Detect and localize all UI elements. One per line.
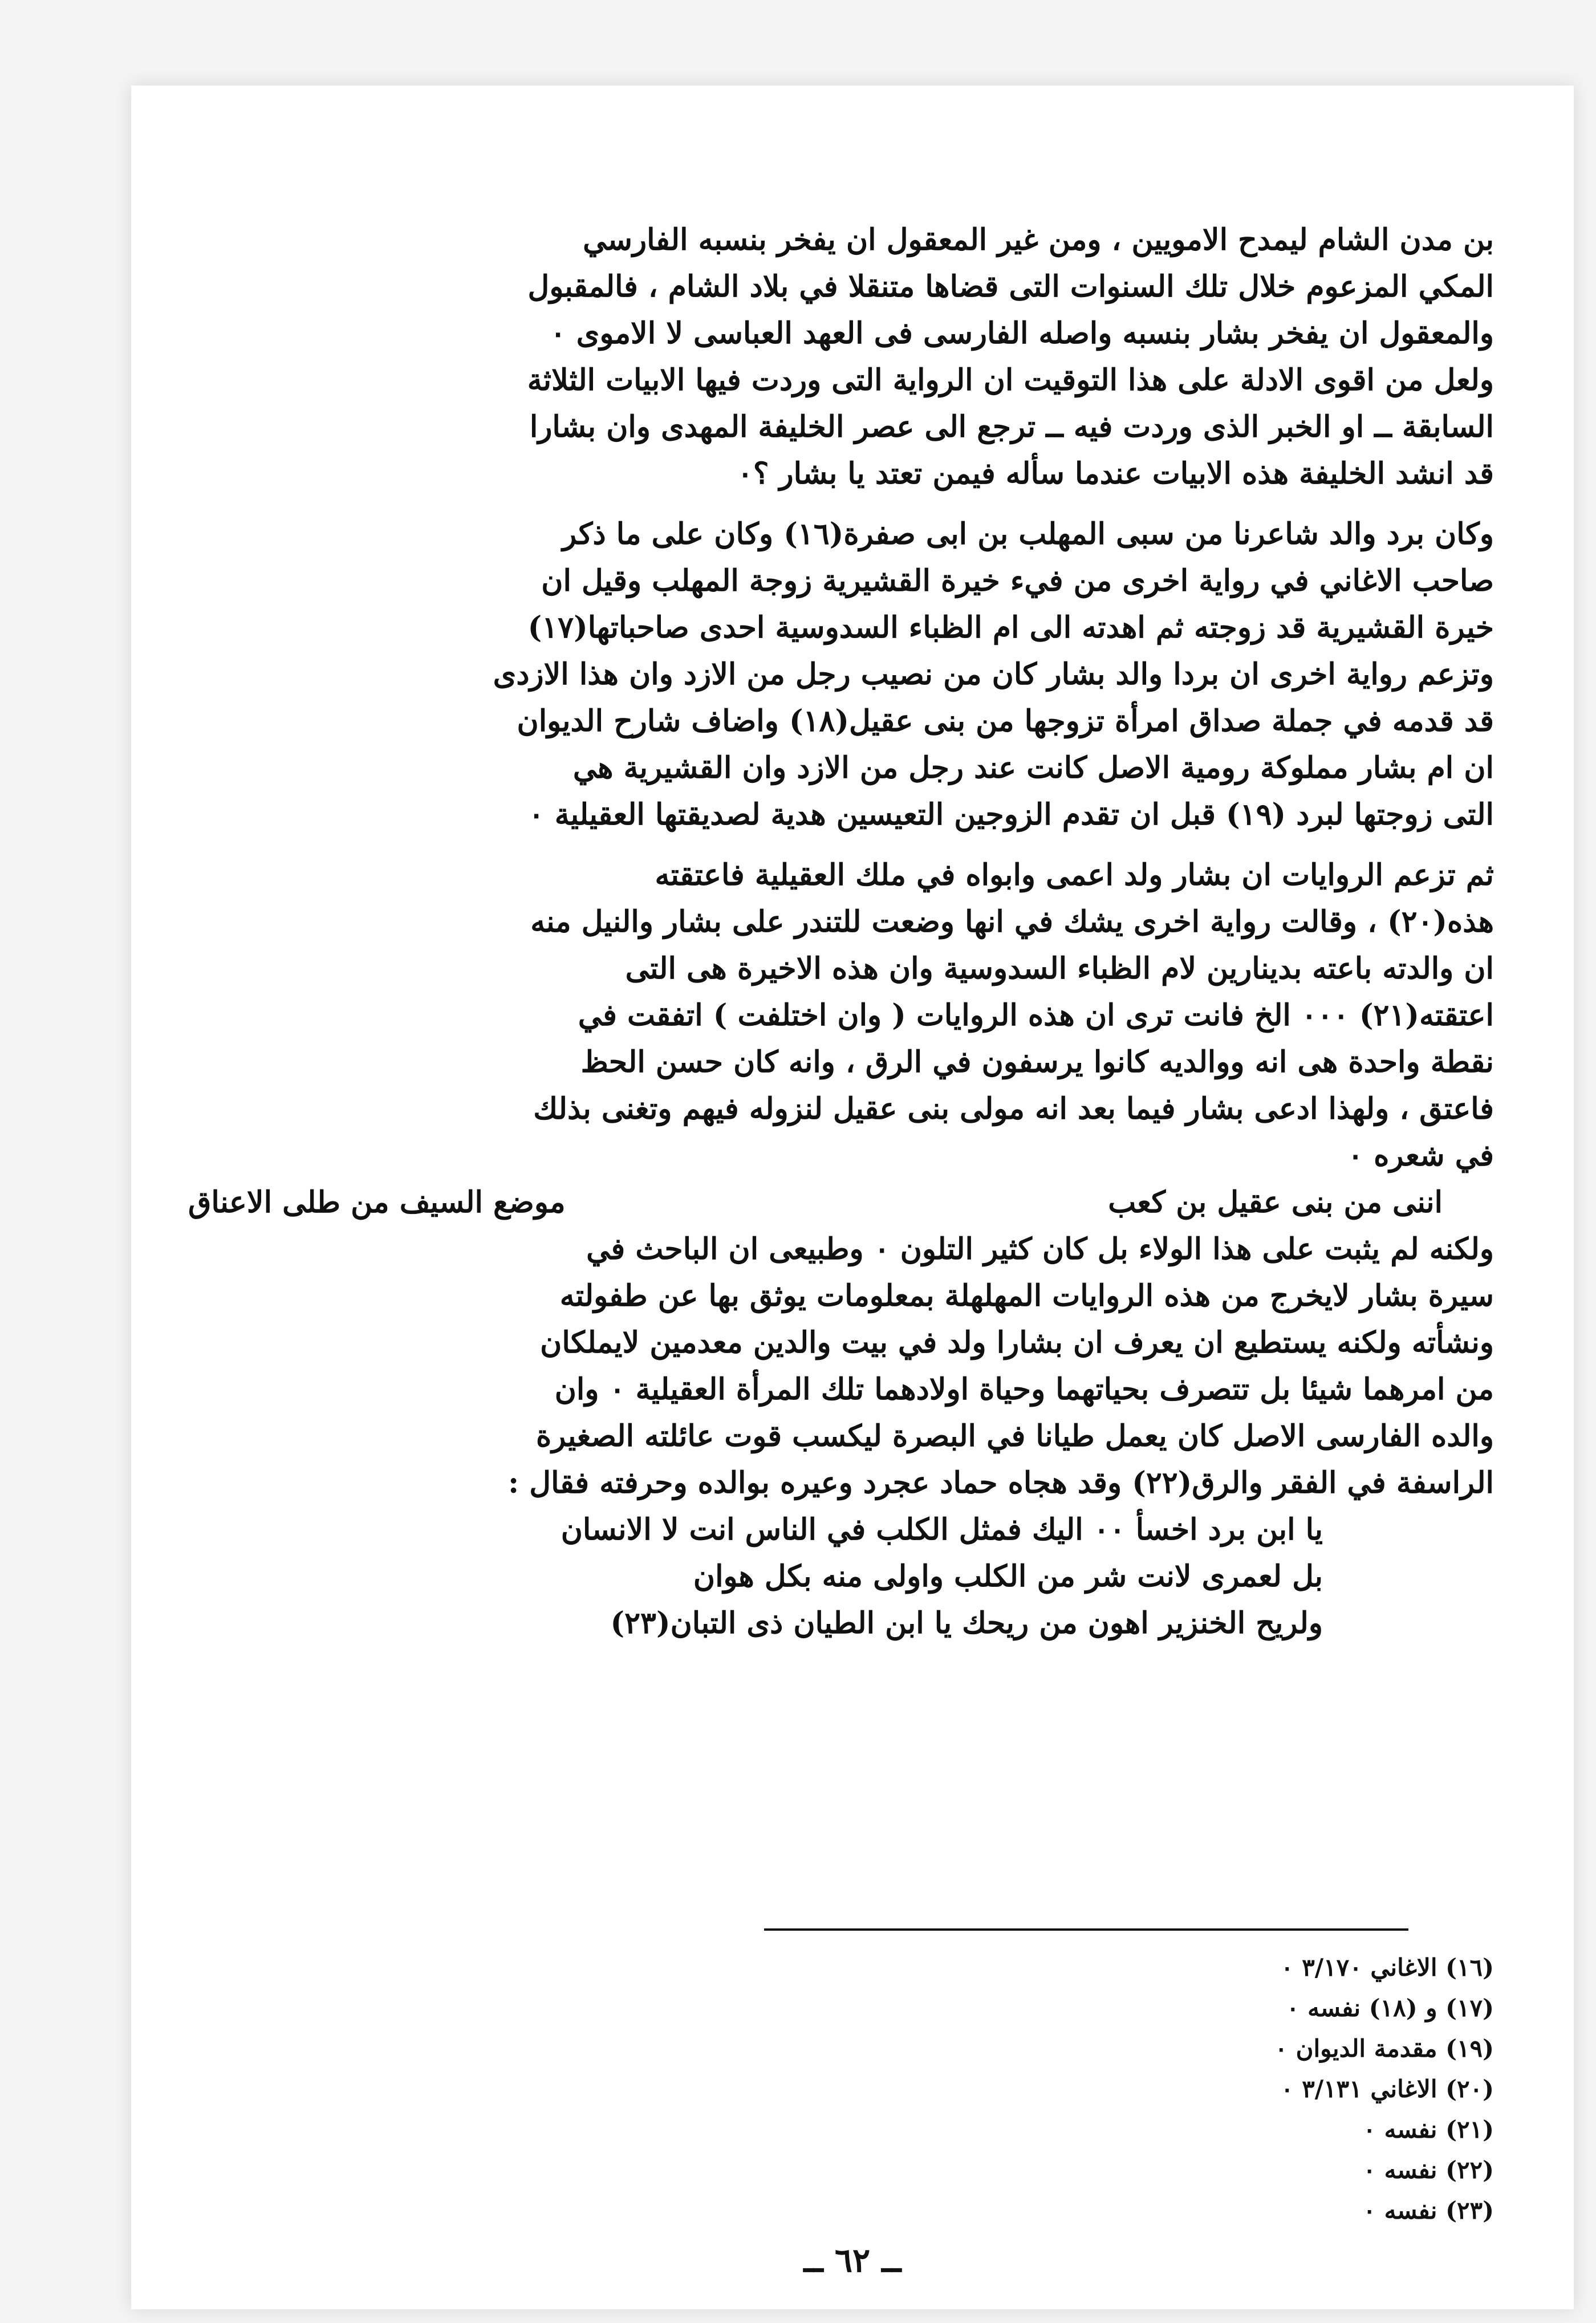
text-line: السابقة ــ او الخبر الذى وردت فيه ــ ترجع الى عصر الخليفة المهدى وان بشارا — [529, 409, 1494, 444]
text-line: المكي المزعوم خلال تلك السنوات التى قضاها متنقلا في بلاد الشام ، فالمقبول — [527, 269, 1494, 304]
text-line: قد انشد الخليفة هذه الابيات عندما سأله فيمن تعتد يا بشار ؟٠ — [737, 456, 1494, 491]
text-line: في شعره ٠ — [1347, 1138, 1494, 1173]
footnotes — [815, 1947, 1494, 2231]
text-line: هذه(٢٠) ، وقالت رواية اخرى يشك في انها وضعت للتندر على بشار والنيل منه — [530, 904, 1494, 939]
poem-line: ولريح الخنزير اهون من ريحك يا ابن الطيان ذى التبان(٢٣) — [610, 1606, 1323, 1640]
verse-first-hemistich: اننى من بنى عقيل بن كعب — [1108, 1185, 1443, 1220]
poem-line: يا ابن برد اخسأ ٠٠ اليك فمثل الكلب في الناس انت لا الانسان — [561, 1512, 1323, 1547]
text-line: وتزعم رواية اخرى ان بردا والد بشار كان من نصيب رجل من الازد وان هذا الازدى — [493, 657, 1494, 692]
text-line: التى زوجتها لبرد (١٩) قبل ان تقدم الزوجين التعيسين هدية لصديقتها العقيلية ٠ — [528, 797, 1494, 832]
text-line: ونشأته ولكنه يستطيع ان يعرف ان بشارا ولد في بيت والدين معدمين لايملكان — [540, 1325, 1494, 1360]
text-line: وكان برد والد شاعرنا من سبى المهلب بن ابى صفرة(١٦) وكان على ما ذكر — [562, 517, 1494, 551]
footnote: (٢١) نفسه ٠ — [1363, 2115, 1494, 2143]
text-line: ولعل من اقوى الادلة على هذا التوقيت ان الرواية التى وردت فيها الابيات الثلاثة — [527, 363, 1494, 397]
body-text — [188, 217, 1494, 1647]
footnote: (٢٠) الاغاني ٣/١٣١ ٠ — [1281, 2075, 1494, 2103]
text-line: فاعتق ، ولهذا ادعى بشار فيما بعد انه مولى بنى عقيل لنزوله فيهم وتغنى بذلك — [533, 1091, 1494, 1126]
footnote: (٢٣) نفسه ٠ — [1363, 2196, 1494, 2224]
text-line: اعتقته(٢١) ٠٠٠ الخ فانت ترى ان هذه الروايات ( وان اختلفت ) اتفقت في — [578, 998, 1494, 1033]
footnote: (٢٢) نفسه ٠ — [1363, 2156, 1494, 2184]
footnote: (١٩) مقدمة الديوان ٠ — [1274, 2034, 1494, 2062]
text-line: صاحب الاغاني في رواية اخرى من فيء خيرة القشيرية زوجة المهلب وقيل ان — [541, 563, 1494, 598]
text-line: ان والدته باعته بدينارين لام الظباء السدوسية وان هذه الاخيرة هى التى — [625, 951, 1494, 986]
verse-second-hemistich: موضع السيف من طلى الاعناق — [188, 1185, 566, 1220]
text-line: نقطة واحدة هى انه ووالديه كانوا يرسفون في الرق ، وانه كان حسن الحظ — [580, 1045, 1494, 1079]
text-line: ثم تزعم الروايات ان بشار ولد اعمى وابواه في ملك العقيلية فاعتقته — [655, 858, 1494, 892]
text-line: من امرهما شيئا بل تتصرف بحياتهما وحياة اولادهما تلك المرأة العقيلية ٠ وان — [554, 1372, 1494, 1407]
text-line: قد قدمه في جملة صداق امرأة تزوجها من بنى عقيل(١٨) واضاف شارح الديوان — [517, 704, 1494, 738]
text-line: بن مدن الشام ليمدح الامويين ، ومن غير المعقول ان يفخر بنسبه الفارسي — [583, 222, 1494, 257]
text-line: ولكنه لم يثبت على هذا الولاء بل كان كثير التلون ٠ وطبيعى ان الباحث في — [586, 1232, 1494, 1266]
verse-couplet — [188, 1179, 1494, 1226]
footnote: (١٦) الاغاني ٣/١٧٠ ٠ — [1281, 1954, 1494, 1981]
text-line: والده الفارسى الاصل كان يعمل طيانا في البصرة ليكسب قوت عائلته الصغيرة — [535, 1419, 1494, 1453]
footnote: (١٧) و (١٨) نفسه ٠ — [1286, 1994, 1494, 2022]
text-line: سيرة بشار لايخرج من هذه الروايات المهلهلة بمعلومات يوثق بها عن طفولته — [559, 1278, 1494, 1313]
text-line: والمعقول ان يفخر بشار بنسبه واصله الفارسى فى العهد العباسى لا الاموى ٠ — [550, 316, 1494, 351]
text-line: ان ام بشار مملوكة رومية الاصل كانت عند رجل من الازد وان القشيرية هي — [572, 750, 1494, 785]
text-line: خيرة القشيرية قد زوجته ثم اهدته الى ام الظباء السدوسية احدى صاحباتها(١٧) — [527, 610, 1494, 645]
poem-line: بل لعمرى لانت شر من الكلب واولى منه بكل هوان — [693, 1559, 1323, 1594]
paragraph-gap — [188, 838, 1494, 852]
footnote-rule — [764, 1928, 1408, 1931]
text-line: الراسفة في الفقر والرق(٢٢) وقد هجاه حماد عجرد وعيره بوالده وحرفته فقال : — [508, 1465, 1494, 1500]
page-sheet — [131, 86, 1574, 2309]
page-number: ــ ٦٢ ــ — [803, 2241, 901, 2280]
paragraph-gap — [188, 497, 1494, 511]
